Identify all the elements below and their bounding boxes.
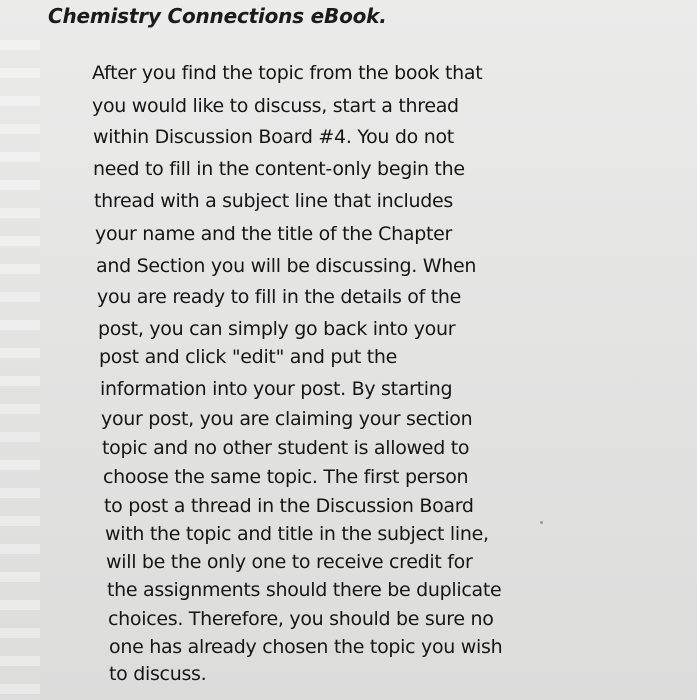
- instruction-line: your name and the title of the Chapter: [95, 223, 453, 245]
- instruction-line: with the topic and title in the subject line,: [105, 523, 489, 545]
- instruction-line: your post, you are claiming your section: [101, 408, 473, 430]
- instruction-line: one has already chosen the topic you wish: [109, 636, 503, 658]
- instruction-line: you are ready to fill in the details of the: [97, 286, 462, 308]
- instruction-line: post, you can simply go back into your: [98, 318, 456, 340]
- instruction-line: within Discussion Board #4. You do not: [93, 126, 454, 148]
- instruction-line: choose the same topic. The first person: [103, 466, 469, 488]
- instruction-line: choices. Therefore, you should be sure no: [108, 608, 494, 630]
- instruction-line: the assignments should there be duplicate: [107, 579, 502, 601]
- instruction-line: you would like to discuss, start a thread: [92, 95, 459, 117]
- instruction-line: information into your post. By starting: [100, 378, 453, 400]
- instruction-line: to discuss.: [109, 663, 207, 685]
- instruction-line: and Section you will be discussing. When: [96, 255, 477, 277]
- instruction-line: post and click "edit" and put the: [99, 346, 398, 368]
- instruction-line: thread with a subject line that includes: [94, 190, 453, 212]
- instruction-line: need to fill in the content-only begin the: [93, 158, 465, 180]
- instruction-line: topic and no other student is allowed to: [102, 437, 470, 459]
- screen-speck: [540, 521, 543, 524]
- instruction-line: will be the only one to receive credit for: [106, 551, 473, 573]
- ebook-title: Chemistry Connections eBook.: [48, 4, 387, 28]
- instruction-line: to post a thread in the Discussion Board: [104, 495, 474, 517]
- instruction-line: After you find the topic from the book that: [92, 62, 483, 84]
